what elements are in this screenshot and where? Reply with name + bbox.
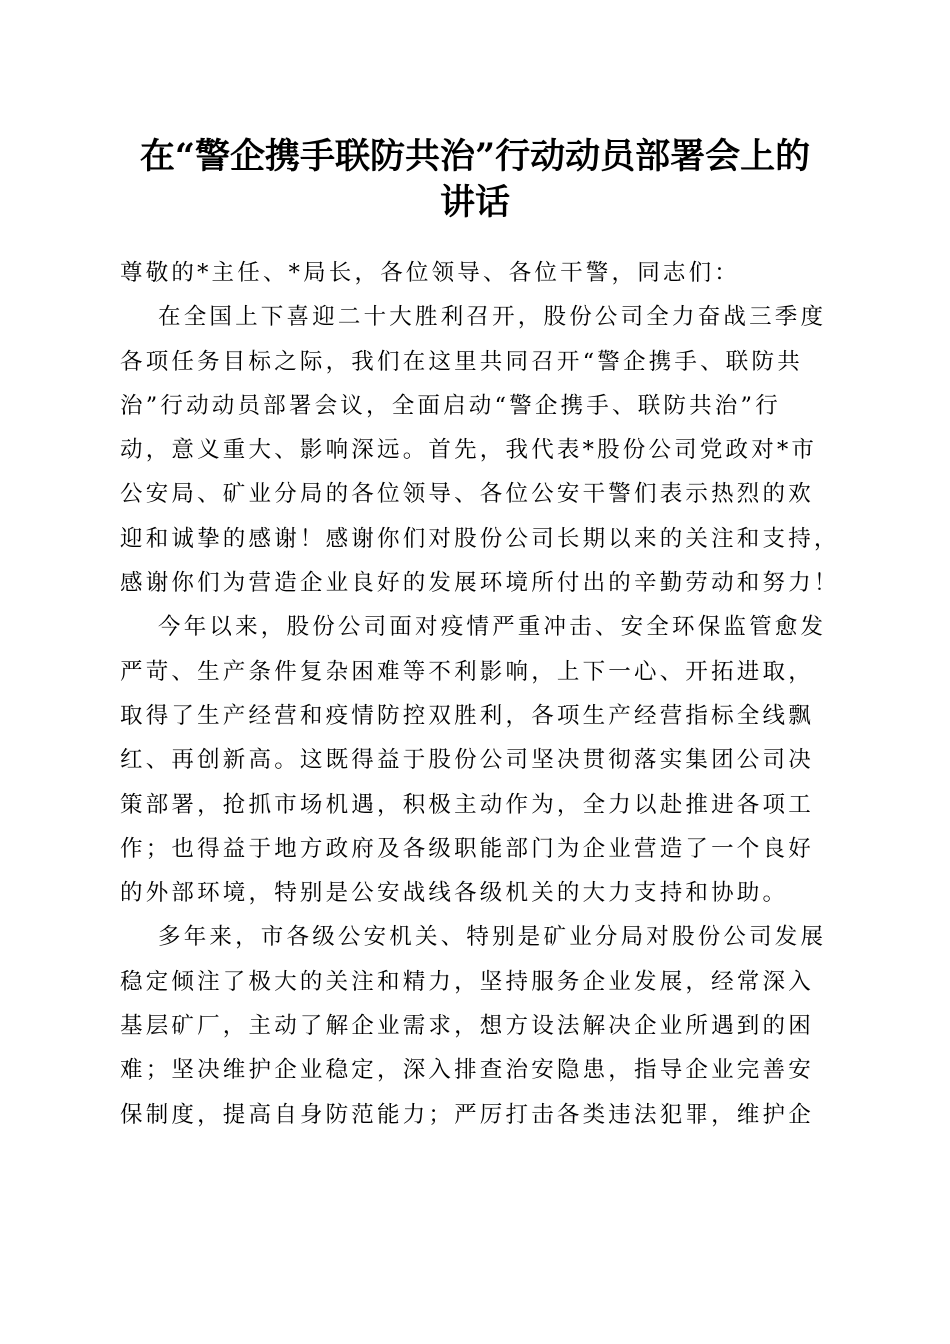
- paragraph-line: 动，意义重大、影响深远。首先，我代表*股份公司党政对*市: [120, 437, 818, 464]
- document-body: [120, 251, 840, 1137]
- paragraph-line: 各项任务目标之际，我们在这里共同召开“警企携手、联防共: [120, 348, 803, 375]
- paragraph-line: 治”行动动员部署会议，全面启动“警企携手、联防共治”行: [120, 392, 781, 419]
- paragraph-2: [120, 605, 840, 915]
- paragraph-line: 难；坚决维护企业稳定，深入排查治安隐患，指导企业完善安: [120, 1057, 814, 1084]
- paragraph-line: 取得了生产经营和疫情防控双胜利，各项生产经营指标全线飘: [120, 702, 814, 729]
- paragraph-3: [120, 915, 840, 1136]
- document-title: [100, 134, 850, 226]
- paragraph-line: 红、再创新高。这既得益于股份公司坚决贯彻落实集团公司决: [120, 747, 814, 774]
- paragraph-line: 公安局、矿业分局的各位领导、各位公安干警们表示热烈的欢: [120, 481, 814, 508]
- paragraph-line: 在全国上下喜迎二十大胜利召开，股份公司全力奋战三季度: [158, 304, 827, 331]
- paragraph-line: 迎和诚挚的感谢！感谢你们对股份公司长期以来的关注和支持，: [120, 525, 840, 552]
- salutation: 尊敬的*主任、*局长，各位领导、各位干警，同志们：: [120, 260, 741, 286]
- paragraph-line: 今年以来，股份公司面对疫情严重冲击、安全环保监管愈发: [158, 614, 827, 641]
- paragraph-line: 保制度，提高自身防范能力；严厉打击各类违法犯罪，维护企: [120, 1101, 814, 1128]
- paragraph-line: 策部署，抢抓市场机遇，积极主动作为，全力以赴推进各项工: [120, 791, 814, 818]
- paragraph-line: 严苛、生产条件复杂困难等不利影响，上下一心、开拓进取，: [120, 658, 814, 685]
- paragraph-line: 作；也得益于地方政府及各级职能部门为企业营造了一个良好: [120, 835, 814, 862]
- paragraph-1: [120, 295, 840, 605]
- paragraph-line: 感谢你们为营造企业良好的发展环境所付出的辛勤劳动和努力！: [120, 570, 840, 597]
- title-line: 讲话: [439, 182, 510, 223]
- title-line: 在“警企携手联防共治”行动动员部署会上的: [139, 136, 811, 177]
- paragraph-line: 多年来，市各级公安机关、特别是矿业分局对股份公司发展: [158, 924, 827, 951]
- paragraph-line: 的外部环境，特别是公安战线各级机关的大力支持和协助。: [120, 880, 789, 907]
- paragraph-line: 稳定倾注了极大的关注和精力，坚持服务企业发展，经常深入: [120, 968, 814, 995]
- paragraph-line: 基层矿厂，主动了解企业需求，想方设法解决企业所遇到的困: [120, 1013, 814, 1040]
